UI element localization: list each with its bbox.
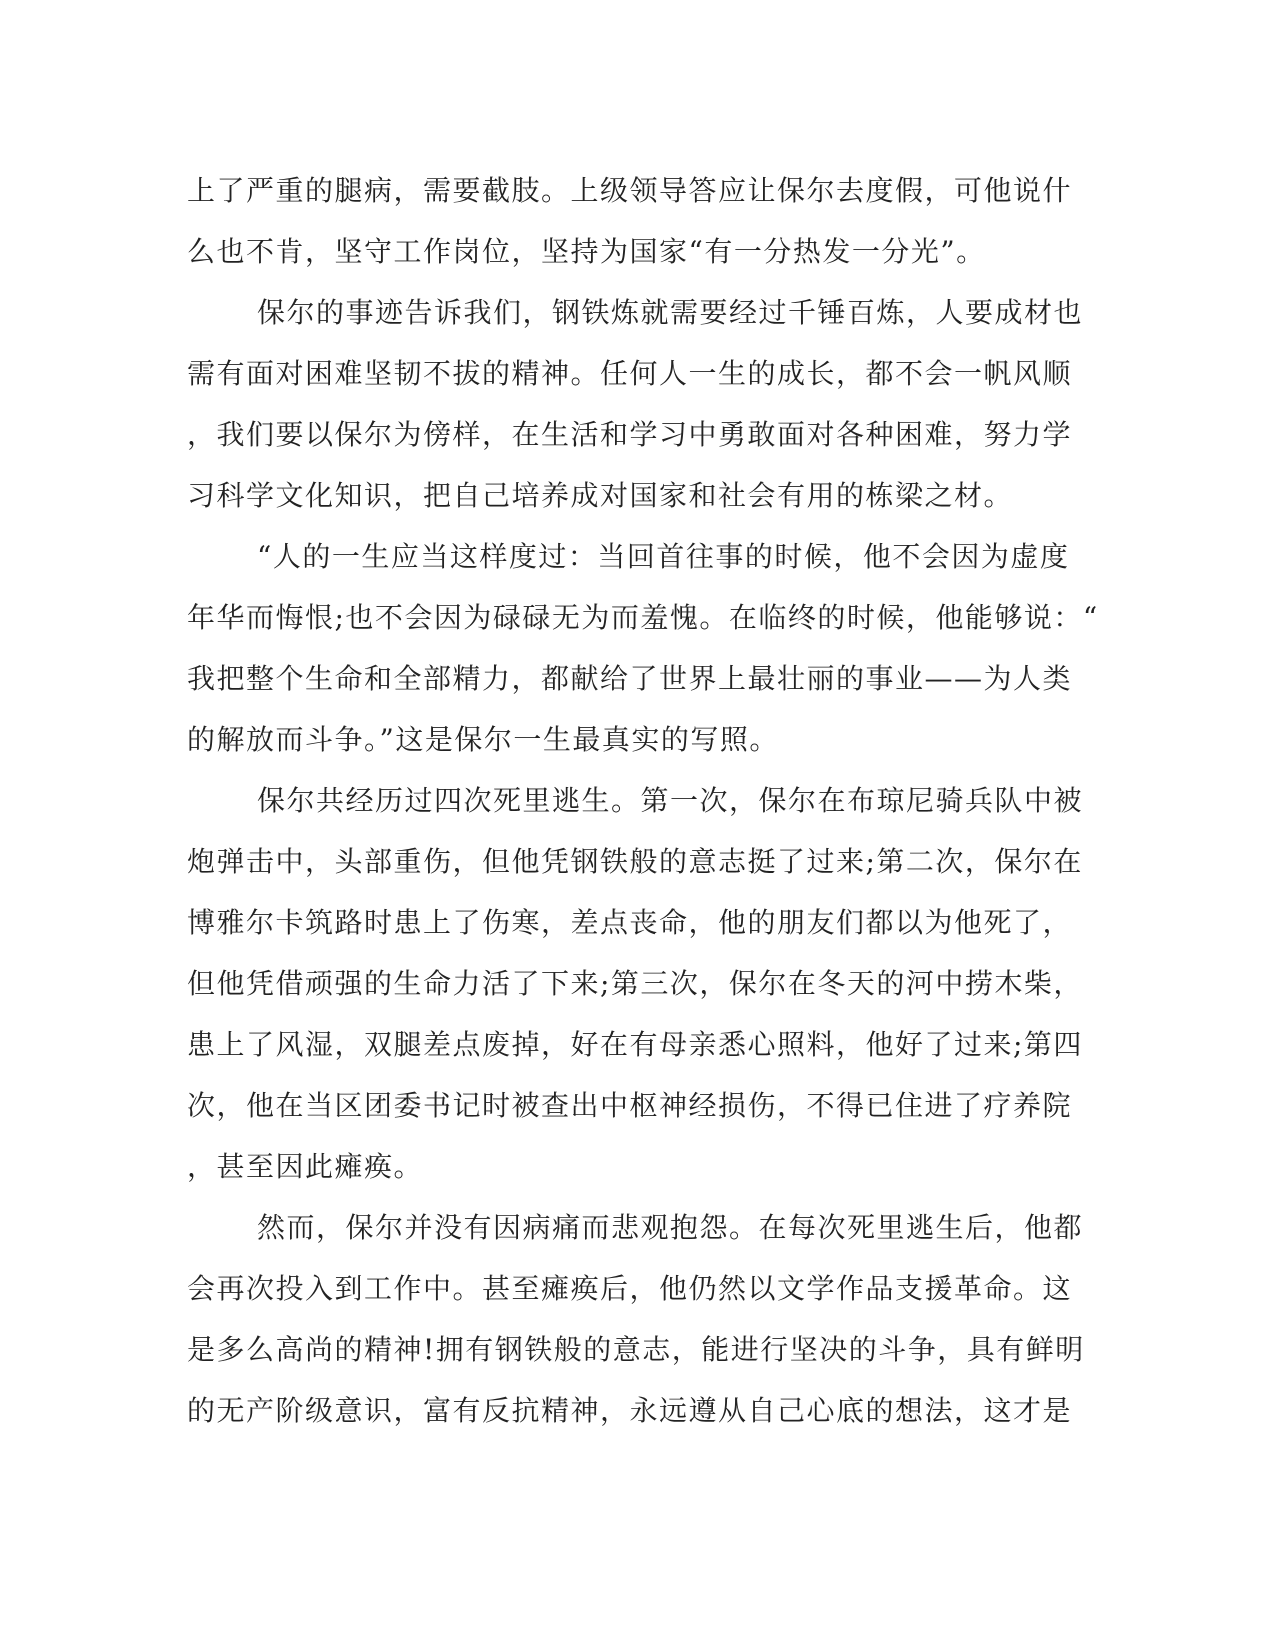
body-text: [187, 160, 1099, 1441]
paragraph-first-line: 保尔共经历过四次死里逃生。第一次，保尔在布琼尼骑兵队中被: [257, 784, 1084, 817]
paragraph-first-line: “人的一生应当这样度过：当回首往事的时候，他不会因为虚度: [257, 540, 1070, 573]
text-line: 会再次投入到工作中。甚至瘫痪后，他仍然以文学作品支援革命。这: [187, 1272, 1073, 1305]
text-line: ，我们要以保尔为傍样，在生活和学习中勇敢面对各种困难，努力学: [187, 418, 1073, 451]
text-line: 次，他在当区团委书记时被查出中枢神经损伤，不得已住进了疗养院: [187, 1089, 1073, 1122]
text-line: 博雅尔卡筑路时患上了伤寒，差点丧命，他的朋友们都以为他死了，: [187, 906, 1073, 939]
text-line: 上了严重的腿病，需要截肢。上级领导答应让保尔去度假，可他说什: [187, 174, 1073, 207]
text-line: 我把整个生命和全部精力，都献给了世界上最壮丽的事业——为人类: [187, 662, 1073, 695]
text-line: 是多么高尚的精神!拥有钢铁般的意志，能进行坚决的斗争，具有鲜明: [187, 1333, 1085, 1366]
text-line: 患上了风湿，双腿差点废掉，好在有母亲悉心照料，他好了过来;第四: [187, 1028, 1083, 1061]
paragraph-first-line: 然而，保尔并没有因病痛而悲观抱怨。在每次死里逃生后，他都: [257, 1211, 1084, 1244]
text-line: 么也不肯，坚守工作岗位，坚持为国家“有一分热发一分光”。: [187, 235, 986, 268]
text-line: ，甚至因此瘫痪。: [187, 1150, 424, 1183]
text-line: 的无产阶级意识，富有反抗精神，永远遵从自己心底的想法，这才是: [187, 1394, 1073, 1427]
text-line: 习科学文化知识，把自己培养成对国家和社会有用的栋梁之材。: [187, 479, 1014, 512]
text-line: 炮弹击中，头部重伤，但他凭钢铁般的意志挺了过来;第二次，保尔在: [187, 845, 1083, 878]
text-line: 的解放而斗争。”这是保尔一生最真实的写照。: [187, 723, 779, 756]
text-line: 年华而悔恨;也不会因为碌碌无为而羞愧。在临终的时候，他能够说：“: [187, 601, 1099, 634]
text-line: 需有面对困难坚韧不拔的精神。任何人一生的成长，都不会一帆风顺: [187, 357, 1073, 390]
text-line: 但他凭借顽强的生命力活了下来;第三次，保尔在冬天的河中捞木柴，: [187, 967, 1083, 1000]
paragraph-first-line: 保尔的事迹告诉我们，钢铁炼就需要经过千锤百炼，人要成材也: [257, 296, 1084, 329]
